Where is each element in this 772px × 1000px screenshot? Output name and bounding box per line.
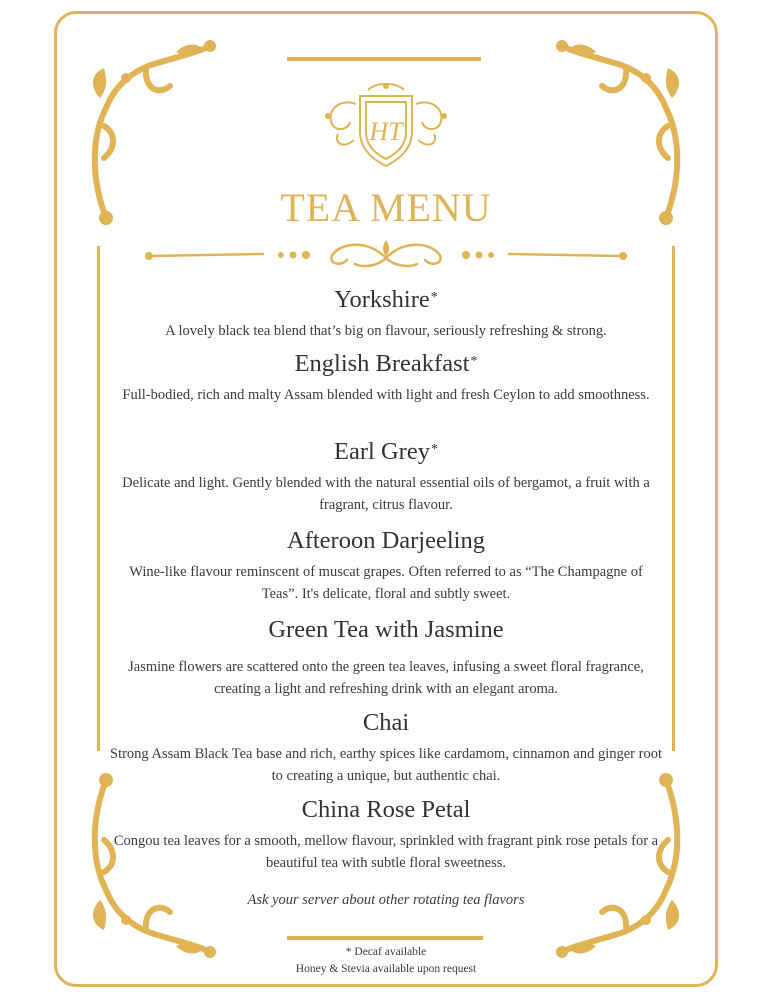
- decaf-note: * Decaf available: [345, 946, 427, 958]
- tea-name: English Breakfast*: [294, 350, 478, 377]
- tea-description: Congou tea leaves for a smooth, mellow flavour, sprinkled with fragrant pink rose petals for a beautiful tea with subtle floral sweetness.: [113, 833, 659, 871]
- bottom-ornament-bar: [287, 936, 483, 940]
- tea-item-chai: [110, 705, 662, 787]
- monogram-crest-icon: [318, 80, 454, 172]
- right-border-line: [672, 246, 675, 751]
- tea-description: Wine-like flavour reminscent of muscat grapes. Often referred to as “The Champagne of Teas”. It's delicate, floral and subtly sweet.: [129, 564, 643, 602]
- top-ornament-bar: [287, 57, 481, 61]
- tea-item-english-breakfast: [110, 346, 662, 406]
- tea-name: Chai: [362, 709, 410, 736]
- tea-description: Jasmine flowers are scattered onto the green tea leaves, infusing a sweet floral fragrance, creating a light and refreshing drink with an elegant aroma.: [128, 659, 644, 697]
- tea-description: A lovely black tea blend that’s big on flavour, seriously refreshing & strong.: [165, 323, 607, 339]
- tea-name: Afteroon Darjeeling: [287, 527, 485, 554]
- decaf-asterisk: *: [470, 354, 478, 369]
- menu-title: TEA MENU: [280, 185, 492, 230]
- tea-description: Delicate and light. Gently blended with the natural essential oils of bergamot, a fruit with a fragrant, citrus flavour.: [122, 475, 650, 513]
- server-note: Ask your server about other rotating tea flavors: [247, 892, 525, 908]
- left-border-line: [97, 246, 100, 751]
- footnotes: [0, 944, 772, 978]
- tea-name: Earl Grey*: [334, 438, 438, 465]
- ornamental-divider-icon: [143, 236, 629, 272]
- tea-description: Full-bodied, rich and malty Assam blended with light and fresh Ceylon to add smoothness.: [122, 387, 650, 403]
- decaf-asterisk: *: [430, 442, 438, 457]
- sweetener-note: Honey & Stevia available upon request: [295, 963, 477, 975]
- tea-name: Yorkshire*: [334, 286, 438, 313]
- tea-item-green-tea-jasmine: [110, 612, 662, 700]
- monogram-text: HT: [369, 117, 403, 146]
- tea-description: Strong Assam Black Tea base and rich, earthy spices like cardamom, cinnamon and ginger root to creating a unique, but authentic chai.: [110, 746, 662, 784]
- tea-item-china-rose-petal: [110, 792, 662, 874]
- tea-item-earl-grey: [110, 434, 662, 516]
- tea-item-yorkshire: [110, 282, 662, 342]
- decaf-asterisk: *: [430, 290, 438, 305]
- tea-item-afteroon-darjeeling: [110, 523, 662, 605]
- tea-name: Green Tea with Jasmine: [268, 616, 504, 643]
- tea-name: China Rose Petal: [301, 796, 471, 823]
